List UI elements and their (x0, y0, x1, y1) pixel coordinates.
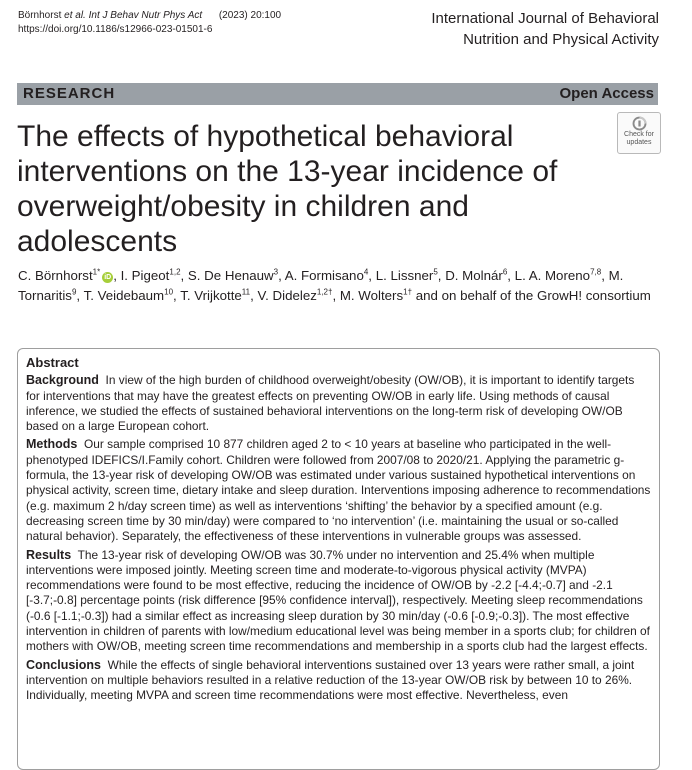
author-name: M. Tornaritis (18, 268, 624, 303)
results-paragraph (26, 548, 651, 655)
author-name: T. Veidebaum (83, 288, 165, 303)
journal-name-line2: Nutrition and Physical Activity (463, 31, 659, 48)
citation-author: Börnhorst (18, 10, 62, 21)
author-affiliation: 7,8 (590, 267, 602, 277)
citation-journal: et al. Int J Behav Nutr Phys Act (64, 10, 203, 21)
abstract-box (17, 348, 660, 770)
author-name: T. Vrijkotte (180, 288, 242, 303)
badge-line2: updates (626, 139, 652, 146)
author-affiliation: 10 (164, 287, 174, 297)
author-name: A. Formisano (284, 268, 364, 283)
badge-line1: Check for (624, 131, 654, 138)
abstract-content (26, 355, 651, 707)
conclusions-label: Conclusions (26, 657, 102, 672)
author-affiliation: 5 (433, 267, 438, 277)
author-affiliation: 1† (403, 287, 413, 297)
journal-name (431, 8, 659, 50)
orcid-icon[interactable]: iD (104, 274, 112, 281)
conclusions-paragraph (26, 658, 651, 704)
methods-text: Our sample comprised 10 877 children aged 2 to < 10 years at baseline who participated in the well-phenotyped IDEFICS/I.Family cohort. Children were followed from 2007/08 to 2020/21. Applying the parametric g-formula, the 13-year risk of developing OW/OB was estimated under various sustained hypothetical interventions on physical activity, screen time, dietary intake and sleep duration. Interventions imposing adherence to recommendations (e.g. maximum 2 h/day screen time) as well as interventions ‘shifting’ the behavior by a specified amount (e.g. decreasing screen time by 30 min/day) were compared to ‘no intervention’ (i.e. maintaining the usual or so-called natural behavior). Separately, the effectiveness of these interventions in vulnerable groups was assessed. (26, 437, 651, 544)
section-label: RESEARCH (23, 85, 116, 102)
article-title: The effects of hypothetical behavioral interventions on the 13-year incidence of overweight/obesity in children and adolescents (17, 120, 558, 258)
author-affiliation: 3 (273, 267, 279, 277)
background-label: Background (26, 373, 99, 388)
conclusions-text: While the effects of single behavioral interventions sustained over 13 years were rather small, a joint intervention on multiple behaviors resulted in a relative reduction of the 13-year OW/OB risk by between 10 to 26%. Individually, meeting MVPA and screen time recommendations were most effective. Nevertheless, even (26, 657, 635, 703)
author-name: M. Wolters (339, 288, 404, 303)
author-name: D. Molnár (445, 268, 503, 283)
author-list: C. Börnhorst$^{1*}$iD , I. Pigeot$^{1,2}$, S. De Henauw$^3$, A. Formisano$^4$, L. Lissner$^5$, D. Molnár$^6$, L. A. Moreno$^{7,8}$, M. Tornaritis$^9$, T. Veidebaum$^{10}$, T. Vrijkotte$^{11}$, V. Didelez$^{1,2\dagger}$, M. Wolters$^{1\dagger}$ and on behalf of the GrowH! consortium (18, 267, 651, 303)
citation-line (18, 9, 281, 23)
results-text: The 13-year risk of developing OW/OB was 30.7% under no intervention and 25.4% when multiple interventions were imposed jointly. Meeting screen time and moderate-to-vigorous physical activity (MVPA) recommendations were found to be most effective, reducing the incidence of OW/OB by -2.2 [-4.4;-0.7] and -2.1 [-3.7;-0.8] percentage points (risk difference [95% confidence interval]), respectively. Meeting sleep recommendations (-0.6 [-1.1;-0.3]) had a similar effect as increasing sleep duration by 30 min/day (-0.6 [-0.9;-0.3]). The most effective intervention in children of parents with low/medium educational level was being member in a sports club; for children of mothers with OW/OB, meeting screen time recommendations and membership in a sports club had the largest effects. (26, 547, 650, 654)
open-access-label: Open Access (559, 85, 654, 102)
citation-year-volume: (2023) 20:100 (218, 10, 282, 21)
section-bar (17, 83, 658, 105)
methods-label: Methods (26, 437, 78, 452)
author-affiliation: 6 (502, 267, 508, 277)
author-affiliation: 1* (92, 267, 101, 277)
check-for-updates-badge[interactable] (617, 112, 661, 154)
author-affiliation: 4 (363, 267, 369, 277)
background-paragraph (26, 373, 651, 434)
author-affiliation: 1,2 (169, 267, 181, 277)
consortium-note: and on behalf of the GrowH! consortium (415, 288, 651, 303)
citation-header (18, 9, 281, 37)
abstract-heading: Abstract (26, 355, 79, 370)
author-affiliation: 9 (71, 287, 77, 297)
author-name: I. Pigeot (120, 268, 170, 283)
doi-link[interactable]: https://doi.org/10.1186/s12966-023-01501-6 (18, 24, 213, 35)
background-text: In view of the high burden of childhood overweight/obesity (OW/OB), it is important to identify targets for interventions that may have the greatest effects on preventing OW/OB in early life. Using methods of causal inference, we studied the effects of sustained behavioral interventions on the long-term risk of developing OW/OB based on a large European cohort. (26, 373, 635, 434)
results-label: Results (26, 547, 72, 562)
author-name: L. A. Moreno (514, 268, 591, 283)
methods-paragraph (26, 437, 651, 544)
author-name: C. Börnhorst (18, 268, 93, 283)
author-name: L. Lissner (375, 268, 434, 283)
check-updates-icon (632, 116, 647, 131)
journal-name-line1: International Journal of Behavioral (431, 10, 659, 27)
author-name: V. Didelez (257, 288, 317, 303)
author-affiliation: 11 (241, 287, 251, 297)
author-affiliation: 1,2† (316, 287, 333, 297)
author-name: S. De Henauw (187, 268, 274, 283)
